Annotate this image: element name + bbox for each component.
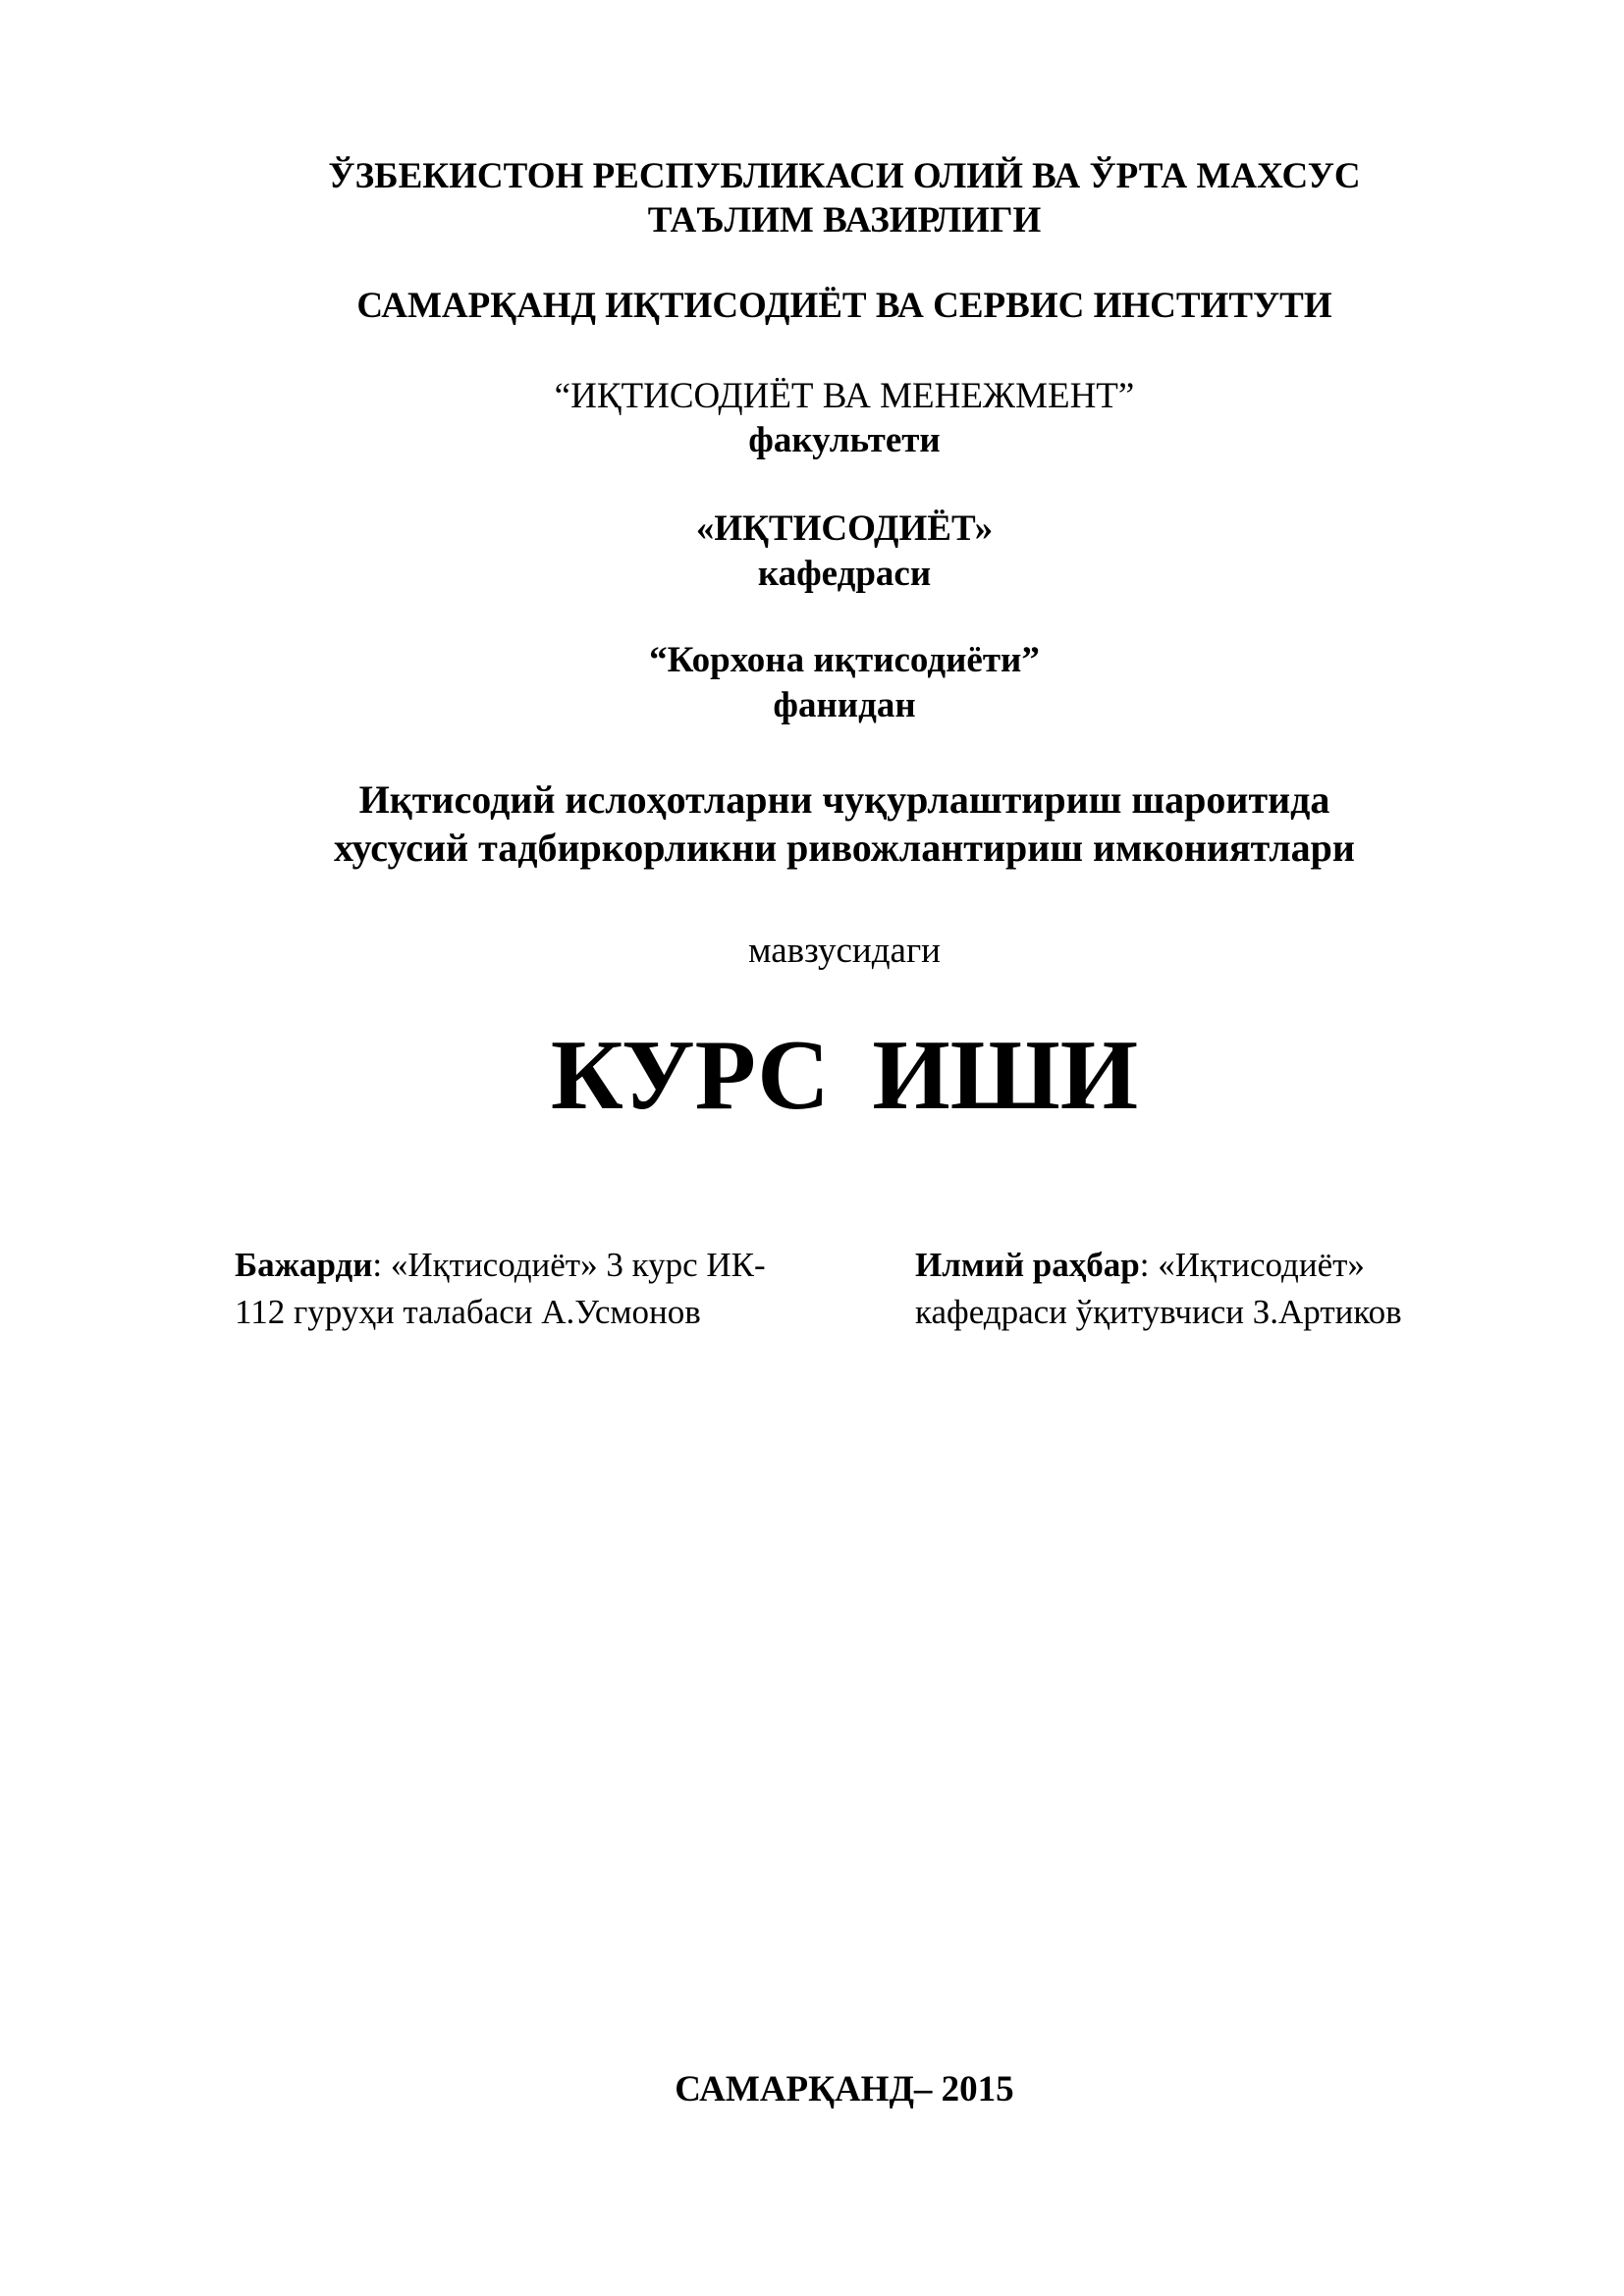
supervisor-line-1-rest: : «Иқтисодиёт» bbox=[1139, 1246, 1365, 1284]
topic-line-1: Иқтисодий ислоҳотларни чуқурлаштириш шароитида bbox=[358, 777, 1330, 822]
faculty-label: факультети bbox=[748, 420, 941, 460]
performer-line-1-rest: : «Иқтисодиёт» 3 курс ИК- bbox=[372, 1246, 766, 1284]
supervisor-block bbox=[915, 1242, 1402, 1336]
department-name: «ИҚТИСОДИЁТ» bbox=[695, 508, 994, 549]
performer-block bbox=[235, 1242, 766, 1336]
topic-suffix: мавзусидаги bbox=[748, 931, 941, 971]
subject-label: фанидан bbox=[773, 685, 916, 725]
department-label: кафедраси bbox=[757, 554, 932, 594]
work-title: КУРС ИШИ bbox=[550, 1020, 1139, 1131]
ministry-line-2: ТАЪЛИМ ВАЗИРЛИГИ bbox=[647, 200, 1042, 240]
supervisor-line-2: кафедраси ўқитувчиси З.Артиков bbox=[915, 1293, 1402, 1331]
institute-name: САМАРҚАНД ИҚТИСОДИЁТ ВА СЕРВИС ИНСТИТУТИ bbox=[356, 286, 1332, 326]
topic-line-2: хусусий тадбиркорликни ривожлантириш имкониятлари bbox=[334, 826, 1355, 870]
performer-line-1 bbox=[235, 1242, 766, 1289]
performer-label: Бажарди bbox=[235, 1246, 373, 1284]
performer-line-2: 112 гуруҳи талабаси А.Усмонов bbox=[235, 1293, 701, 1331]
supervisor-line-1 bbox=[915, 1242, 1402, 1289]
ministry-line-1: ЎЗБЕКИСТОН РЕСПУБЛИКАСИ ОЛИЙ ВА ЎРТА МАХСУС bbox=[328, 156, 1361, 196]
footer-city-year: САМАРҚАНД– 2015 bbox=[675, 2069, 1014, 2109]
faculty-name: “ИҚТИСОДИЁТ ВА МЕНЕЖМЕНТ” bbox=[554, 376, 1135, 416]
supervisor-label: Илмий раҳбар bbox=[915, 1246, 1140, 1284]
subject-name: “Корхона иқтисодиёти” bbox=[649, 640, 1040, 680]
